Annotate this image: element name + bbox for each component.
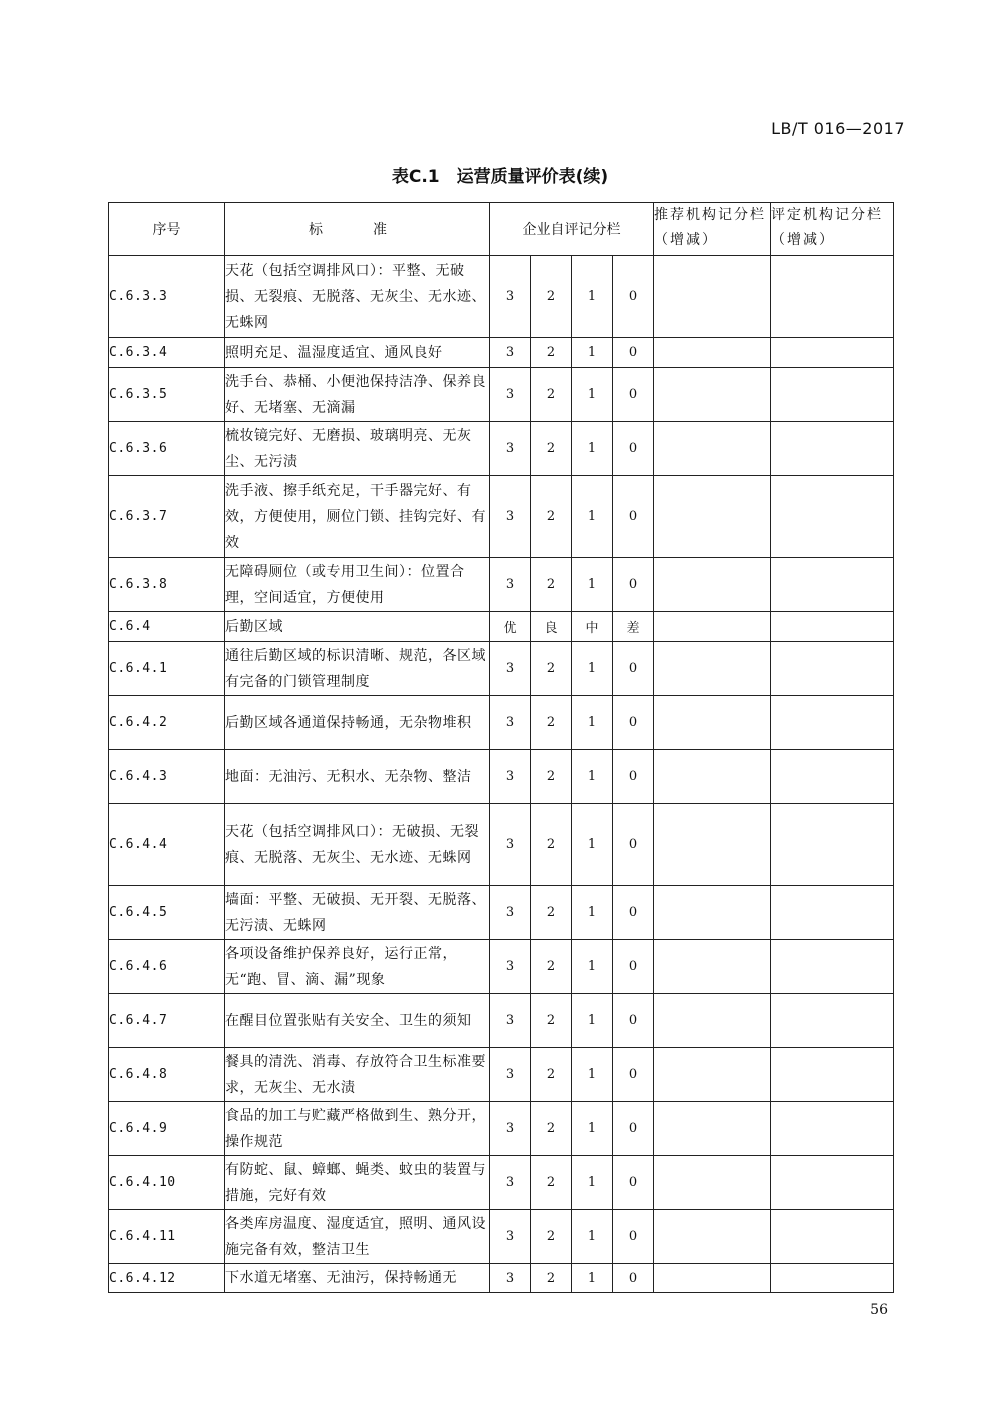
table-row [109, 558, 894, 612]
row-score-3: 1 [572, 1264, 613, 1293]
row-standard: 食品的加工与贮藏严格做到生、熟分开，操作规范 [225, 1102, 490, 1156]
row-score-1: 3 [490, 804, 531, 886]
row-recommend-cell [654, 750, 771, 804]
row-standard: 梳妆镜完好、无磨损、玻璃明亮、无灰尘、无污渍 [225, 422, 490, 476]
row-recommend-cell [654, 422, 771, 476]
row-score-3: 1 [572, 886, 613, 940]
row-evaluate-cell [771, 750, 894, 804]
row-score-2: 2 [531, 422, 572, 476]
row-seq: C.6.4.9 [109, 1102, 225, 1156]
row-recommend-cell [654, 368, 771, 422]
row-seq: C.6.4.7 [109, 994, 225, 1048]
row-score-2: 良 [531, 612, 572, 642]
row-score-1: 3 [490, 368, 531, 422]
row-recommend-cell [654, 256, 771, 338]
row-score-3: 1 [572, 476, 613, 558]
row-standard: 地面：无油污、无积水、无杂物、整洁 [225, 750, 490, 804]
row-score-1: 3 [490, 750, 531, 804]
row-score-3: 中 [572, 612, 613, 642]
row-score-4: 0 [613, 886, 654, 940]
row-score-2: 2 [531, 558, 572, 612]
row-score-3: 1 [572, 256, 613, 338]
row-standard: 有防蛇、鼠、蟑螂、蝇类、蚊虫的装置与措施，完好有效 [225, 1156, 490, 1210]
row-evaluate-cell [771, 612, 894, 642]
row-seq: C.6.4.3 [109, 750, 225, 804]
row-score-4: 0 [613, 558, 654, 612]
row-score-4: 0 [613, 994, 654, 1048]
row-evaluate-cell [771, 886, 894, 940]
row-seq: C.6.4.11 [109, 1210, 225, 1264]
row-score-4: 0 [613, 256, 654, 338]
row-score-2: 2 [531, 1048, 572, 1102]
table-row [109, 804, 894, 886]
row-recommend-cell [654, 940, 771, 994]
row-score-3: 1 [572, 750, 613, 804]
document-code: LB/T 016—2017 [771, 119, 905, 138]
row-score-2: 2 [531, 994, 572, 1048]
row-evaluate-cell [771, 1210, 894, 1264]
row-score-1: 3 [490, 1102, 531, 1156]
table-row [109, 338, 894, 368]
row-score-2: 2 [531, 886, 572, 940]
row-recommend-cell [654, 476, 771, 558]
row-score-2: 2 [531, 1264, 572, 1293]
row-seq: C.6.3.6 [109, 422, 225, 476]
row-seq: C.6.3.4 [109, 338, 225, 368]
row-score-3: 1 [572, 940, 613, 994]
row-seq: C.6.4.1 [109, 642, 225, 696]
row-evaluate-cell [771, 256, 894, 338]
table-title: 表C.1 运营质量评价表(续) [391, 167, 609, 187]
row-score-2: 2 [531, 696, 572, 750]
row-score-2: 2 [531, 256, 572, 338]
row-score-1: 3 [490, 1264, 531, 1293]
row-standard: 后勤区域各通道保持畅通，无杂物堆积 [225, 696, 490, 750]
row-score-4: 差 [613, 612, 654, 642]
row-score-3: 1 [572, 642, 613, 696]
row-score-3: 1 [572, 1102, 613, 1156]
table-row [109, 256, 894, 338]
row-standard: 各类库房温度、湿度适宜，照明、通风设施完备有效，整洁卫生 [225, 1210, 490, 1264]
row-evaluate-cell [771, 558, 894, 612]
row-score-4: 0 [613, 476, 654, 558]
row-seq: C.6.4 [109, 612, 225, 642]
row-standard: 天花（包括空调排风口）：无破损、无裂痕、无脱落、无灰尘、无水迹、无蛛网 [225, 804, 490, 886]
row-score-1: 3 [490, 558, 531, 612]
row-score-2: 2 [531, 1102, 572, 1156]
row-score-4: 0 [613, 1210, 654, 1264]
row-score-4: 0 [613, 940, 654, 994]
row-standard: 墙面：平整、无破损、无开裂、无脱落、无污渍、无蛛网 [225, 886, 490, 940]
row-evaluate-cell [771, 476, 894, 558]
row-score-4: 0 [613, 804, 654, 886]
row-score-1: 3 [490, 1048, 531, 1102]
row-standard: 各项设备维护保养良好，运行正常，无“跑、冒、滴、漏”现象 [225, 940, 490, 994]
row-standard: 天花（包括空调排风口）：平整、无破损、无裂痕、无脱落、无灰尘、无水迹、无蛛网 [225, 256, 490, 338]
row-score-3: 1 [572, 696, 613, 750]
row-standard: 在醒目位置张贴有关安全、卫生的须知 [225, 994, 490, 1048]
row-score-1: 3 [490, 886, 531, 940]
table-header-row [109, 203, 894, 256]
row-recommend-cell [654, 1156, 771, 1210]
row-standard: 无障碍厕位（或专用卫生间）：位置合理，空间适宜，方便使用 [225, 558, 490, 612]
row-score-4: 0 [613, 368, 654, 422]
evaluation-table [108, 202, 894, 1293]
row-score-3: 1 [572, 422, 613, 476]
row-score-3: 1 [572, 558, 613, 612]
row-evaluate-cell [771, 1102, 894, 1156]
row-score-3: 1 [572, 804, 613, 886]
row-standard: 照明充足、温湿度适宜、通风良好 [225, 338, 490, 368]
row-score-1: 3 [490, 338, 531, 368]
row-score-1: 3 [490, 1210, 531, 1264]
row-score-2: 2 [531, 368, 572, 422]
row-recommend-cell [654, 696, 771, 750]
table-row [109, 1102, 894, 1156]
row-standard: 餐具的清洗、消毒、存放符合卫生标准要求，无灰尘、无水渍 [225, 1048, 490, 1102]
header-standard: 标 准 [225, 203, 490, 256]
row-score-1: 3 [490, 696, 531, 750]
table-row [109, 612, 894, 642]
row-score-4: 0 [613, 1048, 654, 1102]
row-score-1: 3 [490, 422, 531, 476]
row-recommend-cell [654, 804, 771, 886]
row-score-4: 0 [613, 642, 654, 696]
row-score-4: 0 [613, 1102, 654, 1156]
row-evaluate-cell [771, 422, 894, 476]
page-number: 56 [870, 1302, 888, 1318]
row-score-1: 3 [490, 940, 531, 994]
row-standard: 后勤区域 [225, 612, 490, 642]
row-evaluate-cell [771, 1048, 894, 1102]
row-evaluate-cell [771, 940, 894, 994]
row-score-4: 0 [613, 750, 654, 804]
row-score-4: 0 [613, 422, 654, 476]
row-score-4: 0 [613, 1156, 654, 1210]
row-score-4: 0 [613, 1264, 654, 1293]
row-standard: 通往后勤区域的标识清晰、规范，各区域有完备的门锁管理制度 [225, 642, 490, 696]
row-score-1: 3 [490, 256, 531, 338]
row-evaluate-cell [771, 994, 894, 1048]
row-score-2: 2 [531, 804, 572, 886]
row-seq: C.6.3.8 [109, 558, 225, 612]
table-row [109, 422, 894, 476]
row-seq: C.6.4.5 [109, 886, 225, 940]
row-evaluate-cell [771, 368, 894, 422]
row-seq: C.6.4.8 [109, 1048, 225, 1102]
header-self-eval: 企业自评记分栏 [490, 203, 654, 256]
row-standard: 洗手台、恭桶、小便池保持洁净、保养良好、无堵塞、无滴漏 [225, 368, 490, 422]
row-seq: C.6.3.5 [109, 368, 225, 422]
row-recommend-cell [654, 886, 771, 940]
row-score-1: 3 [490, 994, 531, 1048]
row-seq: C.6.4.6 [109, 940, 225, 994]
row-score-1: 优 [490, 612, 531, 642]
row-recommend-cell [654, 338, 771, 368]
row-recommend-cell [654, 1102, 771, 1156]
row-recommend-cell [654, 1048, 771, 1102]
row-seq: C.6.4.4 [109, 804, 225, 886]
row-seq: C.6.3.3 [109, 256, 225, 338]
table-row [109, 994, 894, 1048]
row-score-3: 1 [572, 338, 613, 368]
row-recommend-cell [654, 1264, 771, 1293]
row-score-3: 1 [572, 994, 613, 1048]
table-row [109, 1264, 894, 1293]
table-row [109, 476, 894, 558]
row-standard: 洗手液、擦手纸充足，干手器完好、有效，方便使用，厕位门锁、挂钩完好、有效 [225, 476, 490, 558]
row-score-2: 2 [531, 338, 572, 368]
table-row [109, 1156, 894, 1210]
row-score-2: 2 [531, 1210, 572, 1264]
row-score-3: 1 [572, 1210, 613, 1264]
table-row [109, 940, 894, 994]
table-row [109, 886, 894, 940]
row-score-1: 3 [490, 642, 531, 696]
row-seq: C.6.4.12 [109, 1264, 225, 1293]
row-score-2: 2 [531, 476, 572, 558]
row-score-2: 2 [531, 1156, 572, 1210]
row-evaluate-cell [771, 338, 894, 368]
row-evaluate-cell [771, 696, 894, 750]
row-score-4: 0 [613, 696, 654, 750]
header-evaluate: 评定机构记分栏（增减） [771, 203, 894, 256]
header-recommend: 推荐机构记分栏（增减） [654, 203, 771, 256]
row-standard: 下水道无堵塞、无油污，保持畅通无 [225, 1264, 490, 1293]
row-score-1: 3 [490, 1156, 531, 1210]
row-score-2: 2 [531, 940, 572, 994]
row-evaluate-cell [771, 642, 894, 696]
row-recommend-cell [654, 558, 771, 612]
row-evaluate-cell [771, 1264, 894, 1293]
row-recommend-cell [654, 1210, 771, 1264]
row-seq: C.6.4.10 [109, 1156, 225, 1210]
row-score-4: 0 [613, 338, 654, 368]
row-score-3: 1 [572, 1156, 613, 1210]
table-row [109, 696, 894, 750]
row-score-3: 1 [572, 368, 613, 422]
table-row [109, 1048, 894, 1102]
row-score-2: 2 [531, 750, 572, 804]
row-evaluate-cell [771, 1156, 894, 1210]
table-row [109, 750, 894, 804]
row-recommend-cell [654, 994, 771, 1048]
header-seq: 序号 [109, 203, 225, 256]
row-score-2: 2 [531, 642, 572, 696]
row-evaluate-cell [771, 804, 894, 886]
row-recommend-cell [654, 612, 771, 642]
table-row [109, 1210, 894, 1264]
row-score-3: 1 [572, 1048, 613, 1102]
table-row [109, 642, 894, 696]
row-seq: C.6.3.7 [109, 476, 225, 558]
row-seq: C.6.4.2 [109, 696, 225, 750]
row-score-1: 3 [490, 476, 531, 558]
row-recommend-cell [654, 642, 771, 696]
table-row [109, 368, 894, 422]
